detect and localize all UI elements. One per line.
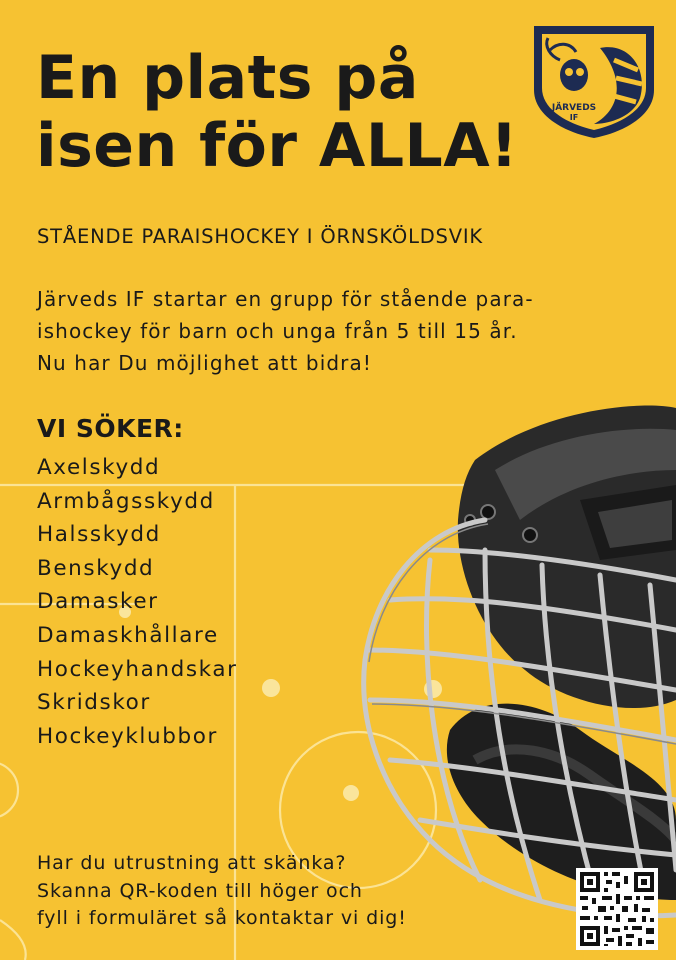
headline-line-2: isen för ALLA! [36, 111, 519, 181]
equipment-item: Skridskor [37, 690, 151, 716]
intro-line-2: ishockey för barn och unga från 5 till 15 år. [37, 319, 518, 343]
intro-paragraph [37, 283, 627, 379]
cta-line-1: Har du utrustning att skänka? [37, 852, 347, 874]
crest-name-line-2: IF [569, 113, 579, 122]
headline-line-1: En plats på [36, 43, 419, 113]
equipment-item: Armbågsskydd [37, 488, 215, 514]
crest-name-line-1: JÄRVEDS [551, 103, 597, 113]
call-to-action [37, 850, 557, 933]
wasp-crest-icon [530, 20, 658, 140]
qr-code-icon[interactable] [576, 868, 658, 950]
equipment-item: Benskydd [37, 555, 155, 581]
equipment-item: Damaskhållare [37, 622, 219, 648]
seeking-title: VI SÖKER: [37, 414, 184, 443]
equipment-item: Halsskydd [37, 522, 161, 548]
cta-line-3: fyll i formuläret så kontaktar vi dig! [37, 907, 407, 929]
equipment-item: Axelskydd [37, 455, 161, 480]
equipment-item: Damasker [37, 589, 159, 615]
equipment-list [37, 451, 238, 753]
intro-line-1: Järveds IF startar en grupp för stående para- [37, 287, 534, 311]
headline [36, 44, 536, 180]
equipment-item: Hockeyhandskar [37, 656, 238, 682]
intro-line-3: Nu har Du möjlighet att bidra! [37, 351, 372, 375]
equipment-item: Hockeyklubbor [37, 723, 218, 749]
cta-line-2: Skanna QR-koden till höger och [37, 879, 363, 902]
subheading: STÅENDE PARAISHOCKEY I ÖRNSKÖLDSVIK [37, 225, 484, 248]
hockey-helmet-icon [280, 400, 676, 920]
